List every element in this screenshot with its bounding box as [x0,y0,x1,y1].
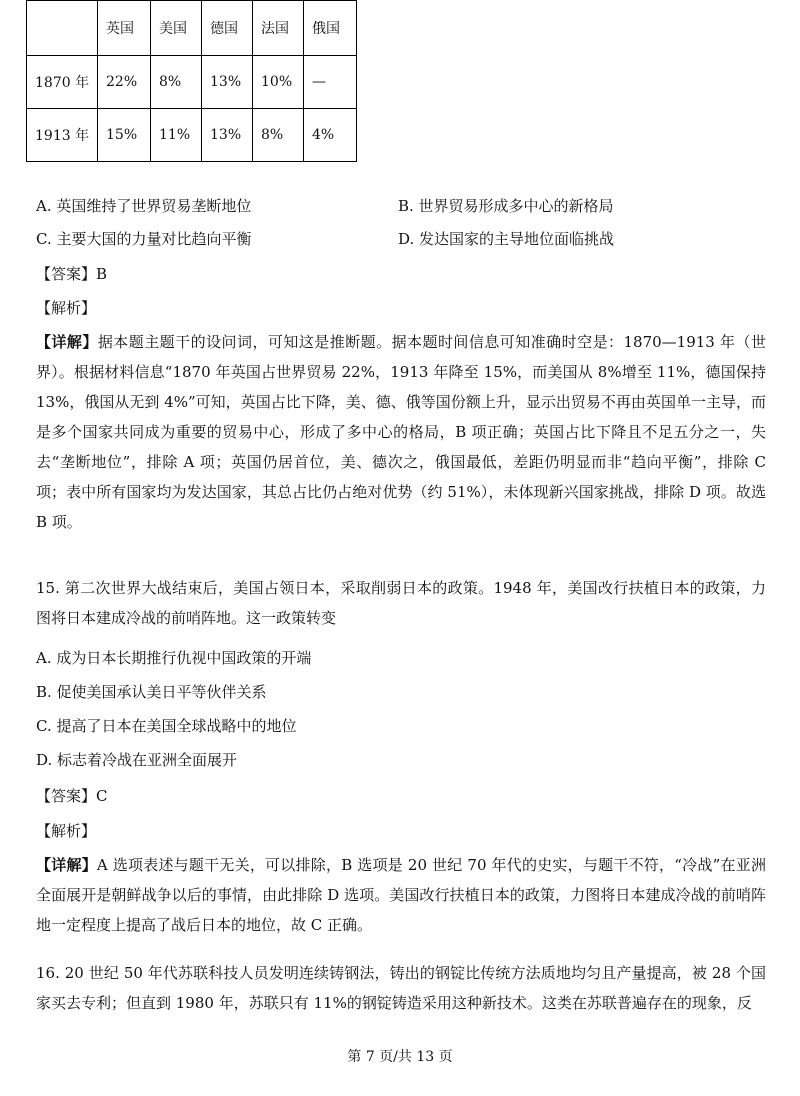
trade-share-table [26,0,357,162]
q14-detail [36,327,766,537]
q15-option-c: C. 提高了日本在美国全球战略中的地位 [36,717,297,735]
table-cell: 4% [304,109,357,162]
detail-label: 【详解】 [36,333,98,351]
table-cell: 8% [151,56,202,109]
q15-option-a: A. 成为日本长期推行仇视中国政策的开端 [36,649,312,667]
q15-option-b: B. 促使美国承认美日平等伙伴关系 [36,683,267,701]
q14-option-b: B. 世界贸易形成多中心的新格局 [398,197,614,215]
q14-option-c: C. 主要大国的力量对比趋向平衡 [36,230,252,248]
table-cell: 13% [202,109,253,162]
q15-option-d: D. 标志着冷战在亚洲全面展开 [36,751,238,769]
answer-label: 【答案】 [36,265,97,283]
table-cell: 15% [98,109,151,162]
table-cell: 11% [151,109,202,162]
table-cell: 8% [253,109,304,162]
table-cell: 英国 [98,1,151,56]
q16-stem: 16. 20 世纪 50 年代苏联科技人员发明连续铸钢法，铸出的钢锭比传统方法质地均匀且产量提高，被 28 个国家买去专利；但直到 1980 年，苏联只有 11%的钢锭铸造采用这种新技术。这类在苏联普遍存在的现象，反 [36,964,766,1012]
table-cell: 10% [253,56,304,109]
table-cell: 美国 [151,1,202,56]
table-cell: 俄国 [304,1,357,56]
q15-analysis-label: 【解析】 [36,822,97,840]
q15-stem: 15. 第二次世界大战结束后，美国占领日本，采取削弱日本的政策。1948 年，美国改行扶植日本的政策，力图将日本建成冷战的前哨阵地。这一政策转变 [36,579,766,627]
q14-analysis-label: 【解析】 [36,299,97,317]
table-row [27,56,357,109]
table-cell: 1870 年 [27,56,98,109]
answer-value: B [96,265,108,283]
answer-label: 【答案】 [36,787,97,805]
table-row [27,109,357,162]
table-cell: 1913 年 [27,109,98,162]
q15-answer [36,786,108,806]
table-header-row [27,1,357,56]
answer-value: C [96,787,108,805]
table-cell: — [304,56,357,109]
table-cell: 22% [98,56,151,109]
table-cell: 法国 [253,1,304,56]
detail-label: 【详解】 [36,856,97,874]
detail-text: A 选项表述与题干无关，可以排除，B 选项是 20 世纪 70 年代的史实，与题干不符，“冷战”在亚洲全面展开是朝鲜战争以后的事情，由此排除 D 选项。美国改行扶植日本的政策，力图将日本建成冷战的前哨阵地一定程度上提高了战后日本的地位，故 C 正确。 [36,856,766,934]
q14-option-a: A. 英国维持了世界贸易垄断地位 [36,197,252,215]
table-cell [27,1,98,56]
detail-text: 据本题主题干的设问词，可知这是推断题。据本题时间信息可知准确时空是：1870—1913 年（世界）。根据材料信息“1870 年英国占世界贸易 22%，1913 年降至 15%，而美国从 8%增至 11%，德国保持 13%，俄国从无到 4%”可知，英国占比下降，美、德、俄等国份额上升，显示出贸易不再由英国单一主导，而是多个国家共同成为重要的贸易中心，形成了多中心的格局，B 项正确；英国占比下降且不足五分之一，失去“垄断地位”，排除 A 项；英国仍居首位，美、德次之，俄国最低，差距仍明显而非“趋向平衡”，排除 C 项；表中所有国家均为发达国家，其总占比仍占绝对优势（约 51%），未体现新兴国家挑战，排除 D 项。故选 B 项。 [36,333,766,531]
q14-option-d: D. 发达国家的主导地位面临挑战 [398,230,615,248]
page-number: 第 7 页/共 13 页 [347,1049,453,1065]
q14-answer [36,264,107,284]
q15-detail [36,850,766,940]
table-cell: 13% [202,56,253,109]
table-cell: 德国 [202,1,253,56]
